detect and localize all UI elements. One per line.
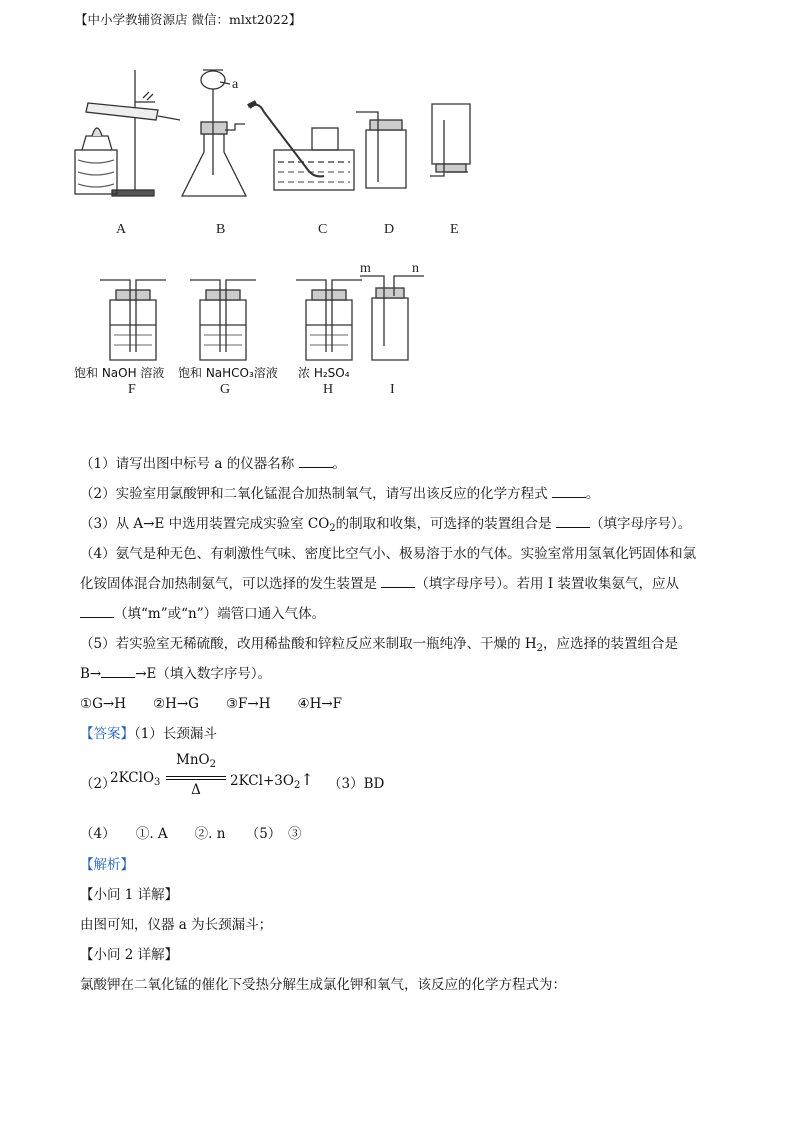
blank-4a [381,575,415,588]
question-4-line-1: （4）氨气是种无色、有刺激性气味、密度比空气小、极易溶于水的气体。实验室常用氢氧化钙固体和氯 [80,546,697,562]
lab-apparatus-figure [0,0,800,400]
analysis-tag: 【解析】 [80,857,134,873]
label-funnel-a: a [232,77,239,92]
caption-f: 饱和 NaOH 溶液 [74,366,165,380]
answer-line-1: 【答案】（1）长颈漏斗 [80,726,217,742]
analysis-s2-text: 氯酸钾在二氧化锰的催化下受热分解生成氯化钾和氧气，该反应的化学方程式为： [80,977,566,993]
label-d: D [384,222,395,237]
label-e: E [450,222,459,237]
page-header: 【中小学教辅资源店 微信：mlxt2022】 [75,12,302,27]
label-h: H [323,382,334,397]
blank-1 [299,455,333,468]
label-b: B [216,222,226,237]
label-n: n [412,261,419,276]
question-5-line-1: （5）若实验室无稀硫酸，改用稀盐酸和锌粒反应来制取一瓶纯净、干燥的 $H_2$，应选择的装置组合是 [80,636,679,654]
caption-g: 饱和 NaHCO₃溶液 [178,366,278,380]
blank-3 [556,515,590,528]
label-g: G [220,382,231,397]
label-c: C [318,222,328,237]
analysis-s1-text: 由图可知，仪器 a 为长颈漏斗； [80,917,273,933]
question-1: （1）请写出图中标号 a 的仪器名称 。 [80,456,347,472]
caption-h: 浓 H₂SO₄ [298,366,350,380]
answer-tag: 【答案】 [80,726,134,742]
apparatus-d-collecting-bottle [356,112,406,188]
blank-2 [552,485,586,498]
label-a: A [116,222,127,237]
question-4-line-3: （填“m”或“n”）端管口通入气体。 [80,602,325,622]
analysis-s1-title: 【小问 1 详解】 [80,887,179,903]
apparatus-h-washing-bottle [296,280,362,360]
apparatus-e-inverted-bottle [430,104,470,176]
question-5-options: ①G→H ②H→G ③F→H ④H→F [80,696,343,712]
label-i: I [390,382,395,397]
apparatus-i-collecting-bottle [360,276,424,360]
answer-line-4: （4） ①. A ②. n （5） ③ [80,826,302,842]
question-2: （2）实验室用氯酸钾和二氧化锰混合加热制氧气，请写出该反应的化学方程式 。 [80,486,600,502]
question-5-line-2: B→ →E（填入数字序号）。 [80,666,272,682]
blank-4b [80,605,114,618]
question-3: （3）从 A→E 中选用装置完成实验室 $CO_2$的制取和收集，可选择的装置组合是 （填字母序号）。 [80,516,692,534]
apparatus-f-washing-bottle [100,280,166,360]
equation-arrow-bar [166,776,226,780]
analysis-s2-title: 【小问 2 详解】 [80,947,179,963]
apparatus-a-heating-tube [75,70,180,196]
label-m: m [360,261,371,276]
apparatus-g-washing-bottle [190,280,256,360]
apparatus-c-water-trough [248,102,354,190]
answer-equation: （2） 2KClO$_3$ MnO$_2$ Δ $2KCl+3O_2↑$ （3）BD [80,752,385,798]
question-4-line-2: 化铵固体混合加热制氨气，可以选择的发生装置是 （填字母序号）。若用 I 装置收集氨气，应从 [80,576,679,592]
blank-5 [101,665,135,678]
label-f: F [128,382,136,397]
